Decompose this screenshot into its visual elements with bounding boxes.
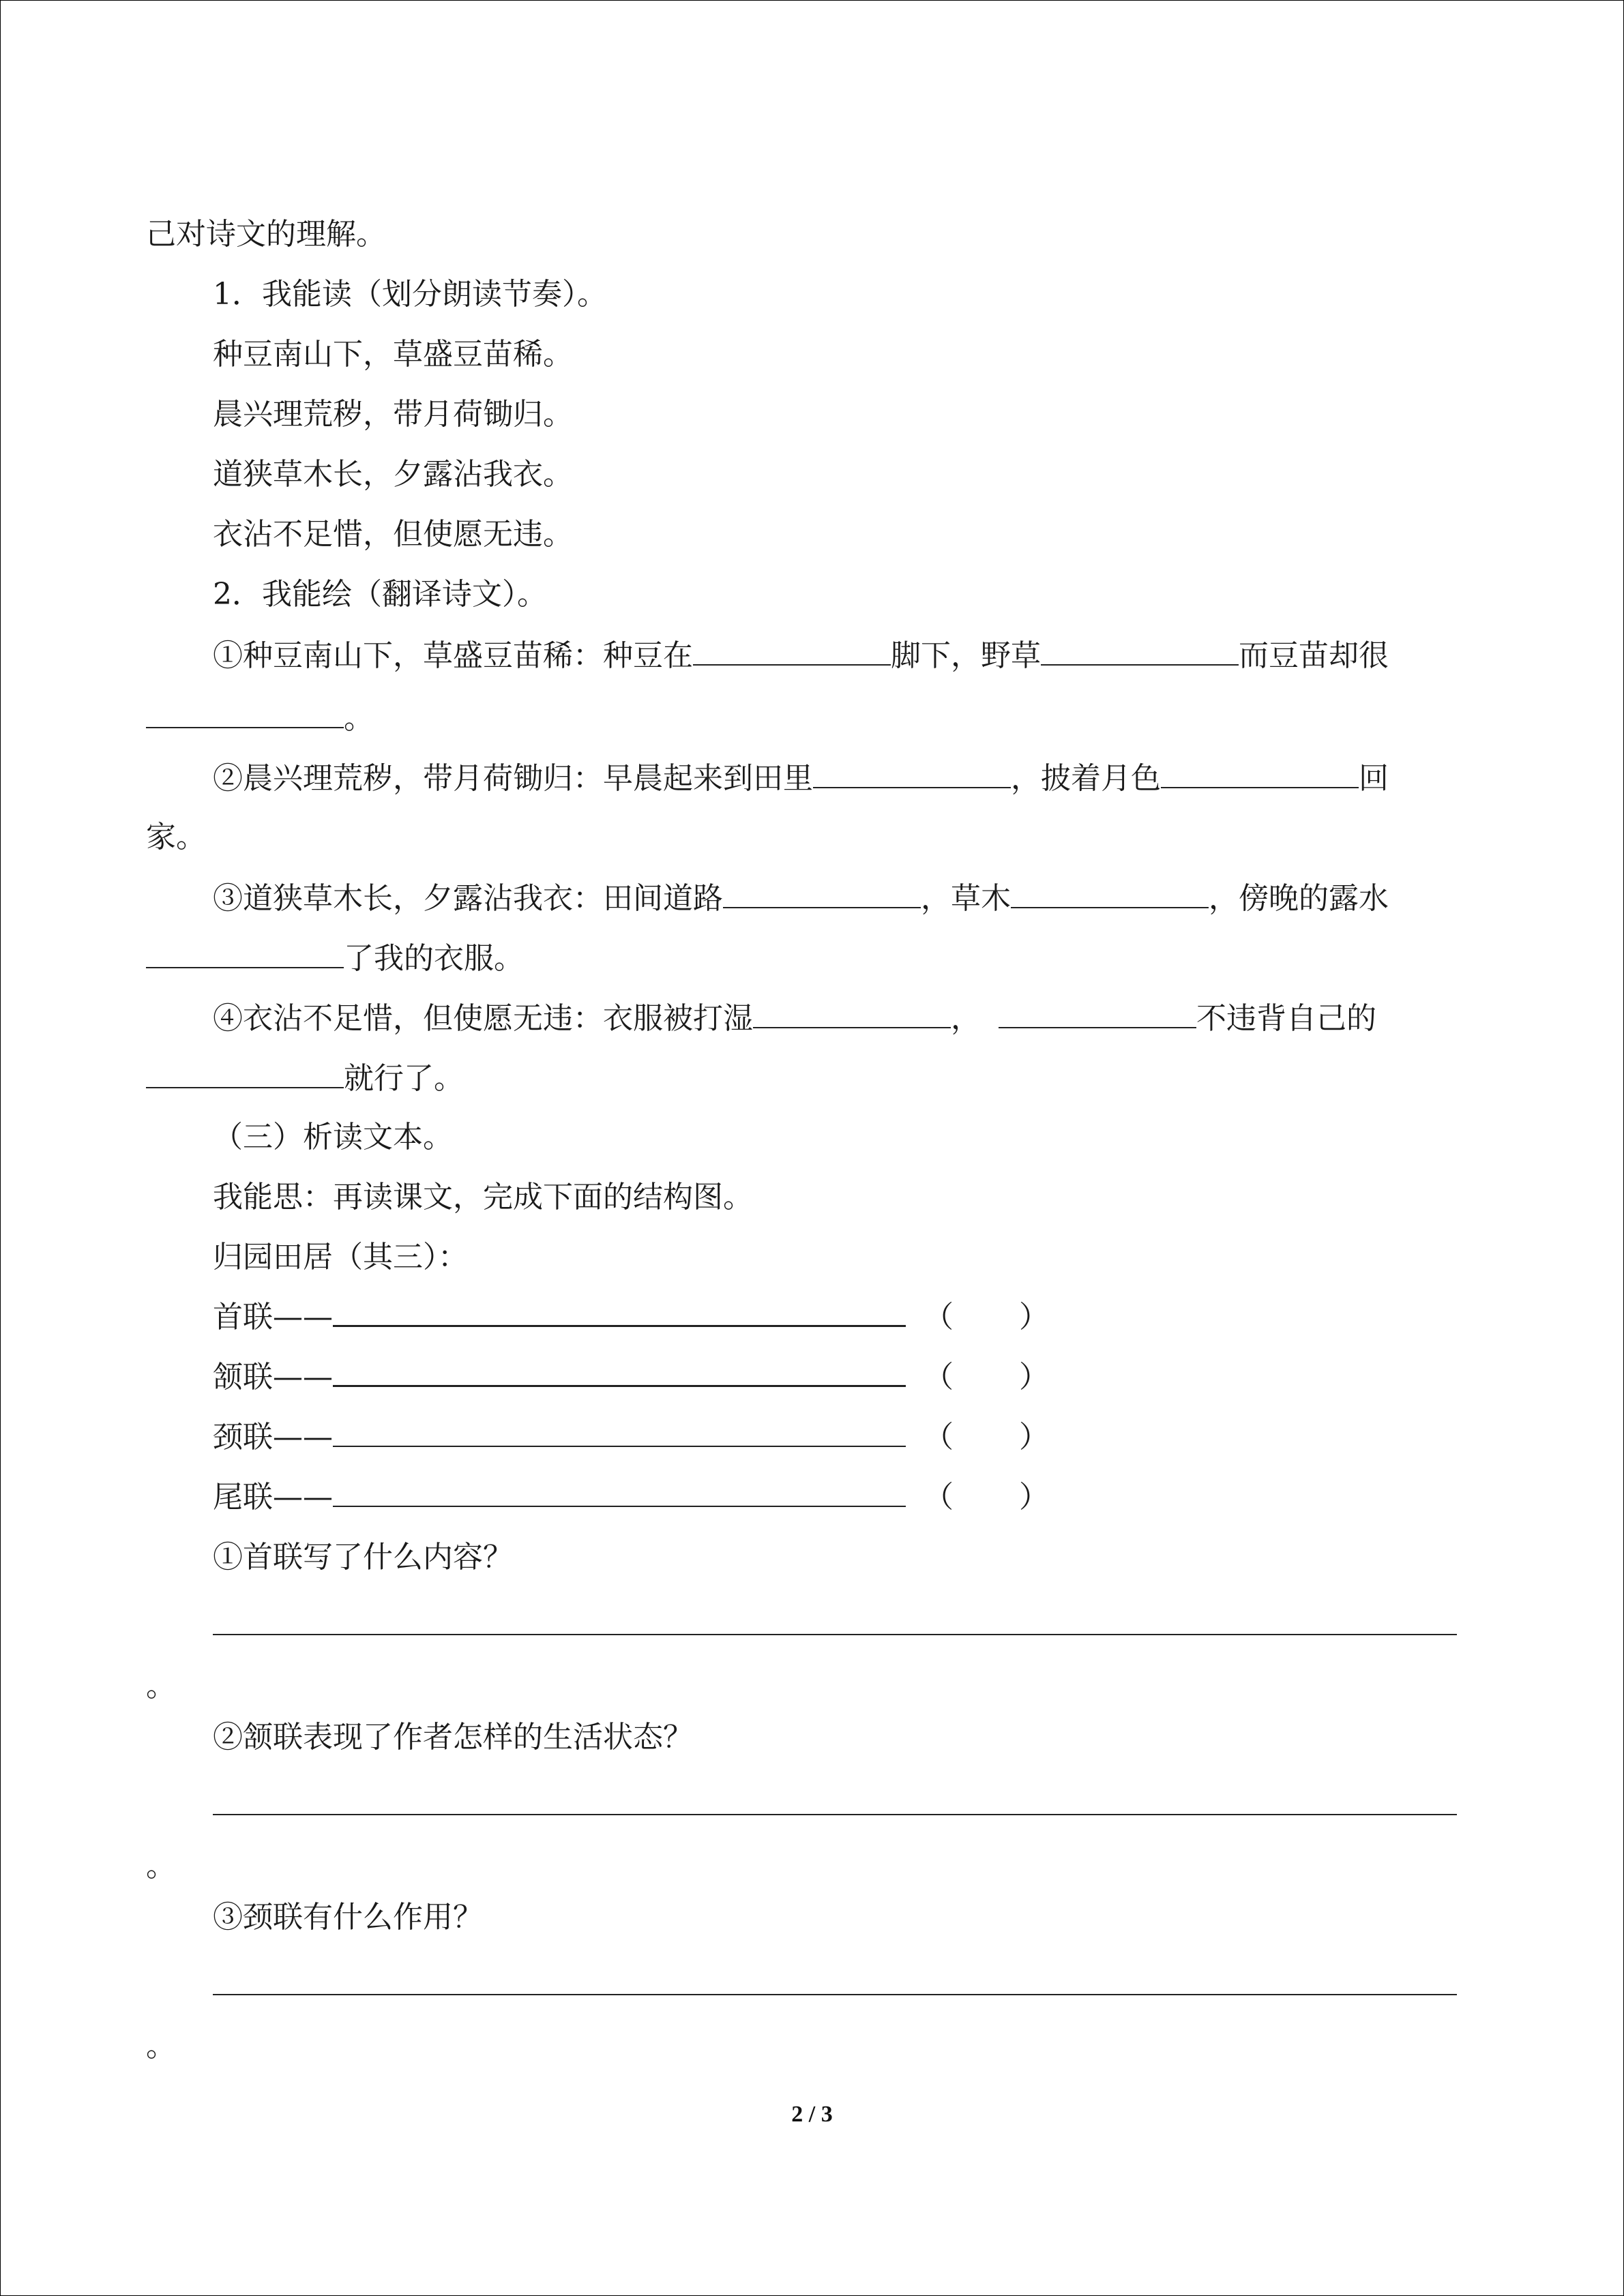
q2-mid2: 回 — [1359, 761, 1389, 796]
translate-q4 — [213, 997, 1376, 1039]
q4-end: 就行了。 — [344, 1061, 464, 1096]
q1-end: 。 — [344, 701, 374, 736]
structure-paren-1[interactable]: （ ） — [924, 1300, 1049, 1335]
translate-q2 — [213, 757, 1389, 799]
q4-mid1: ， — [951, 1001, 981, 1036]
q3-blank-1[interactable] — [723, 877, 921, 908]
q4-blank-2[interactable] — [999, 997, 1196, 1028]
q2-mid1: ，披着月色 — [1011, 761, 1161, 796]
translate-q1-wrap — [146, 697, 374, 739]
q1-blank-1[interactable] — [693, 634, 891, 666]
translate-q2-wrap: 家。 — [146, 820, 206, 854]
translate-heading: 2．我能绘（翻译诗文）。 — [213, 577, 547, 612]
translate-q4-wrap — [146, 1057, 464, 1099]
structure-row-1 — [213, 1297, 1049, 1338]
answer-end-3: 。 — [146, 2029, 176, 2063]
poem-line-1: 种豆南山下，草盛豆苗稀。 — [213, 337, 573, 372]
intro-tail: 己对诗文的理解。 — [146, 217, 386, 252]
q3-mid2: ，傍晚的露水 — [1209, 881, 1389, 916]
q2-blank-1[interactable] — [813, 757, 1011, 788]
q3-end: 了我的衣服。 — [344, 941, 524, 976]
structure-blank-2[interactable] — [333, 1358, 906, 1387]
structure-row-3 — [213, 1417, 1049, 1458]
translate-q1 — [213, 634, 1389, 676]
translate-q3-wrap — [146, 937, 524, 979]
structure-label-3: 颈联—— — [213, 1420, 333, 1455]
question-3: ③颈联有什么作用？ — [213, 1900, 483, 1935]
answer-end-2: 。 — [146, 1849, 176, 1883]
q4-blank-3[interactable] — [146, 1057, 344, 1088]
poem-line-2: 晨兴理荒秽，带月荷锄归。 — [213, 397, 573, 432]
structure-label-4: 尾联—— — [213, 1480, 333, 1515]
answer-line-2[interactable] — [213, 1814, 1457, 1815]
answer-line-1[interactable] — [213, 1634, 1457, 1635]
structure-blank-3[interactable] — [333, 1418, 906, 1447]
structure-row-4 — [213, 1477, 1049, 1518]
structure-title: 归园田居（其三）： — [213, 1240, 468, 1274]
structure-label-2: 颔联—— — [213, 1360, 333, 1395]
poem-line-4: 衣沾不足惜，但使愿无违。 — [213, 517, 573, 552]
analysis-heading: （三）析读文本。 — [213, 1120, 453, 1154]
structure-blank-1[interactable] — [333, 1298, 906, 1327]
answer-line-3[interactable] — [213, 1994, 1457, 1995]
structure-paren-2[interactable]: （ ） — [924, 1360, 1049, 1395]
structure-paren-4[interactable]: （ ） — [924, 1480, 1049, 1515]
q1-mid1: 脚下，野草 — [891, 638, 1041, 673]
q4-mid2: 不违背自己的 — [1196, 1001, 1376, 1036]
structure-label-1: 首联—— — [213, 1300, 333, 1335]
q2-lead: ②晨兴理荒秽，带月荷锄归：早晨起来到田里 — [213, 761, 813, 796]
q1-blank-3[interactable] — [146, 697, 344, 728]
page-number: 2 / 3 — [791, 2102, 833, 2127]
q4-blank-1[interactable] — [753, 997, 951, 1028]
analysis-instruction: 我能思：再读课文，完成下面的结构图。 — [213, 1180, 753, 1214]
structure-row-2 — [213, 1357, 1049, 1398]
question-1: ①首联写了什么内容？ — [213, 1540, 513, 1575]
structure-blank-4[interactable] — [333, 1478, 906, 1507]
q1-blank-2[interactable] — [1041, 634, 1239, 666]
question-2: ②颔联表现了作者怎样的生活状态？ — [213, 1720, 693, 1755]
q3-blank-2[interactable] — [1011, 877, 1209, 908]
translate-q3 — [213, 877, 1389, 919]
q3-mid1: ，草木 — [921, 881, 1011, 916]
q2-blank-2[interactable] — [1161, 757, 1359, 788]
q3-lead: ③道狭草木长，夕露沾我衣：田间道路 — [213, 881, 723, 916]
q1-lead: ①种豆南山下，草盛豆苗稀：种豆在 — [213, 638, 693, 673]
poem-line-3: 道狭草木长，夕露沾我衣。 — [213, 457, 573, 492]
q3-blank-3[interactable] — [146, 937, 344, 968]
q1-mid2: 而豆苗却很 — [1239, 638, 1389, 673]
q4-lead: ④衣沾不足惜，但使愿无违：衣服被打湿 — [213, 1001, 753, 1036]
structure-paren-3[interactable]: （ ） — [924, 1420, 1049, 1455]
answer-end-1: 。 — [146, 1669, 176, 1703]
read-heading: 1．我能读（划分朗读节奏）。 — [213, 277, 607, 312]
